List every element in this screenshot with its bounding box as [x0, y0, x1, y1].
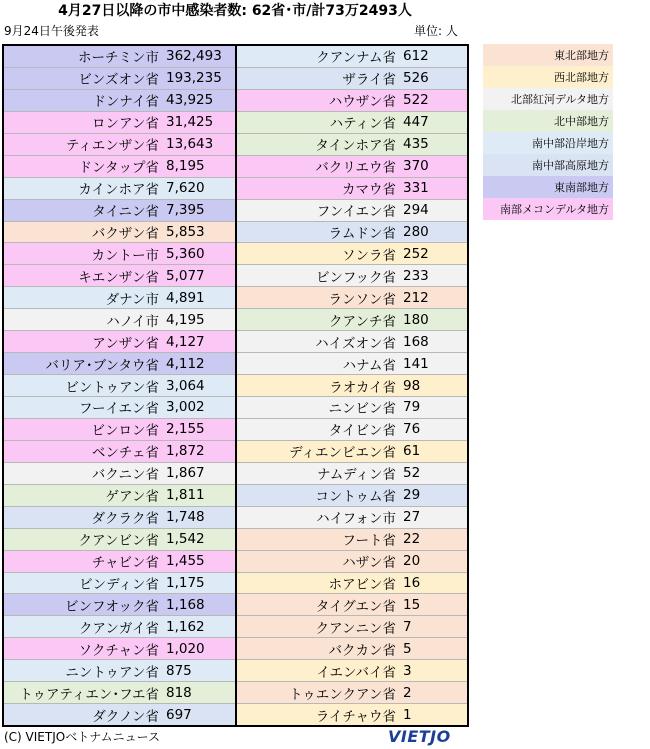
case-count: 1,867 [166, 465, 205, 482]
province-name: アンザン省 [92, 335, 159, 352]
table-row [237, 529, 467, 551]
province-name: カントー市 [91, 247, 159, 264]
table-row [4, 156, 235, 178]
table-row [4, 616, 235, 638]
case-count: 22 [403, 531, 421, 548]
case-count: 294 [403, 202, 429, 219]
province-name: ソクチャン省 [78, 642, 159, 659]
table-row [237, 441, 467, 463]
table-row [237, 46, 467, 68]
table-row [4, 200, 235, 222]
case-count: 370 [403, 158, 429, 175]
province-name: ビンディン省 [79, 576, 159, 593]
province-name: タイビン省 [328, 423, 396, 440]
table-right-column [237, 46, 467, 725]
table-row [4, 485, 235, 507]
province-name: クアンビン省 [78, 533, 159, 550]
province-name: ビンフオック省 [65, 598, 159, 615]
province-name: クアンニン省 [315, 620, 396, 637]
table-row [237, 682, 467, 704]
table-row [237, 309, 467, 331]
table-row [237, 331, 467, 353]
table-row [4, 134, 235, 156]
table-row [237, 90, 467, 112]
table-row [4, 660, 235, 682]
province-name: タイグエン省 [315, 598, 396, 615]
province-name: ダクノン省 [92, 708, 159, 725]
province-name: ハザン省 [342, 555, 396, 572]
case-count: 1,168 [166, 596, 205, 613]
announcement-date: 9月24日午後発表 [4, 24, 99, 38]
province-name: ソンラ省 [342, 247, 396, 264]
table-row [4, 309, 235, 331]
case-count: 27 [403, 509, 421, 526]
province-name: カマウ省 [342, 182, 396, 199]
case-count: 7,620 [166, 180, 205, 197]
case-count: 447 [403, 114, 429, 131]
table-row [4, 375, 235, 397]
case-count: 4,195 [166, 311, 205, 328]
case-count: 4,112 [166, 355, 205, 372]
case-count: 3,064 [166, 377, 205, 394]
province-name: コントゥム省 [315, 489, 396, 506]
table-left-column [4, 46, 237, 725]
table-row [4, 419, 235, 441]
province-name: ティエンザン省 [65, 138, 159, 155]
case-count: 1,748 [166, 509, 205, 526]
table-row [4, 112, 235, 134]
table-row [237, 551, 467, 573]
province-name: ハウザン省 [328, 94, 396, 111]
table-row [4, 551, 235, 573]
province-name: ロンアン省 [92, 116, 159, 133]
case-count: 3 [403, 662, 412, 679]
province-name: トゥアティエン･フエ省 [19, 686, 159, 703]
table-row [237, 419, 467, 441]
table-row [237, 616, 467, 638]
province-name: ラムドン省 [328, 225, 396, 242]
table-row [4, 638, 235, 660]
province-name: フーイエン省 [78, 401, 159, 418]
region-legend [483, 44, 613, 220]
unit-label: 単位: 人 [414, 24, 458, 38]
table-row [237, 134, 467, 156]
province-name: ドンナイ省 [92, 94, 159, 111]
case-count: 16 [403, 574, 421, 591]
province-name: クアンチ省 [329, 313, 396, 330]
table-row [237, 353, 467, 375]
table-row [4, 441, 235, 463]
table-row [4, 243, 235, 265]
case-count: 1,020 [166, 640, 205, 657]
province-name: クアンガイ省 [78, 620, 159, 637]
case-count: 180 [403, 311, 429, 328]
case-count: 5 [403, 640, 412, 657]
table-row [4, 573, 235, 595]
case-count: 193,235 [166, 70, 222, 87]
case-count: 1,455 [166, 553, 205, 570]
case-count: 13,643 [166, 136, 214, 153]
table-row [4, 222, 235, 244]
table-row [4, 594, 235, 616]
case-count: 818 [166, 684, 192, 701]
province-name: ライチャウ省 [315, 708, 396, 725]
page-title: 4月27日以降の市中感染者数: 62省･市/計73万2493人 [58, 3, 412, 19]
case-count: 20 [403, 553, 421, 570]
case-count: 43,925 [166, 92, 214, 109]
province-name: ハノイ市 [106, 313, 159, 330]
case-count: 7,395 [166, 202, 205, 219]
case-count: 362,493 [166, 48, 222, 65]
province-name: ダクラク省 [91, 511, 159, 528]
table-row [4, 178, 235, 200]
table-row [237, 287, 467, 309]
province-name: フート省 [342, 533, 396, 550]
table-row [237, 704, 467, 725]
case-count: 5,360 [166, 245, 205, 262]
case-count: 98 [403, 377, 421, 394]
case-count: 4,891 [166, 289, 205, 306]
table-row [237, 178, 467, 200]
copyright-text: (C) VIETJOベトナムニュース [4, 730, 161, 744]
case-count: 875 [166, 662, 192, 679]
case-count: 435 [403, 136, 429, 153]
case-count: 31,425 [166, 114, 214, 131]
case-count: 52 [403, 465, 421, 482]
case-count: 697 [166, 706, 192, 723]
table-row [237, 375, 467, 397]
province-name: ザライ省 [342, 72, 396, 89]
table-row [4, 46, 235, 68]
legend-item: 北部紅河デルタ地方 [483, 88, 613, 110]
case-count: 4,127 [166, 333, 205, 350]
case-count: 1,162 [166, 618, 205, 635]
case-count: 8,195 [166, 158, 205, 175]
table-row [4, 265, 235, 287]
case-count: 5,853 [166, 223, 205, 240]
case-count: 15 [403, 596, 421, 613]
table-row [4, 463, 235, 485]
province-name: フンイエン省 [316, 204, 396, 221]
table-row [4, 68, 235, 90]
table-row [237, 485, 467, 507]
province-name: ベンチェ省 [91, 445, 159, 462]
province-name: ビンズオン省 [78, 72, 159, 89]
case-count: 526 [403, 70, 429, 87]
table-row [4, 90, 235, 112]
case-count: 522 [403, 92, 429, 109]
legend-item: 東北部地方 [483, 44, 613, 66]
province-name: ラオカイ省 [329, 379, 396, 396]
province-name: ダナン市 [105, 291, 159, 308]
table-row [4, 529, 235, 551]
table-row [237, 112, 467, 134]
table-row [237, 200, 467, 222]
legend-item: 南中部沿岸地方 [483, 132, 613, 154]
case-count: 3,002 [166, 399, 205, 416]
case-count: 61 [403, 443, 421, 460]
table-row [237, 594, 467, 616]
table-row [4, 353, 235, 375]
case-count: 280 [403, 223, 429, 240]
table-row [237, 507, 467, 529]
table-row [237, 397, 467, 419]
table-row [237, 68, 467, 90]
case-count: 252 [403, 245, 429, 262]
case-count: 233 [403, 267, 429, 284]
case-count: 2,155 [166, 421, 205, 438]
case-count: 1,872 [166, 443, 205, 460]
province-name: チャビン省 [91, 555, 159, 572]
case-count: 2 [403, 684, 412, 701]
table-row [237, 660, 467, 682]
case-count: 141 [403, 355, 429, 372]
case-count: 5,077 [166, 267, 205, 284]
province-name: ナムディン省 [317, 467, 396, 484]
case-count: 1,542 [166, 531, 205, 548]
case-count: 331 [403, 180, 429, 197]
province-name: バクニン省 [91, 467, 159, 484]
case-count: 76 [403, 421, 421, 438]
province-name: ランソン省 [328, 291, 396, 308]
province-name: ハイフォン市 [316, 511, 396, 528]
case-count: 29 [403, 487, 421, 504]
table-row [237, 638, 467, 660]
province-name: トゥエンクアン省 [289, 686, 396, 703]
case-count: 1,175 [166, 574, 205, 591]
table-row [237, 222, 467, 244]
province-name: ホアビン省 [328, 576, 396, 593]
table-row [237, 156, 467, 178]
table-row [4, 397, 235, 419]
legend-item: 南部メコンデルタ地方 [483, 198, 613, 220]
province-name: バクザン省 [91, 225, 159, 242]
case-count: 79 [403, 399, 421, 416]
vietjo-logo: VIETJO [388, 727, 451, 746]
table-row [4, 704, 235, 725]
table-row [4, 331, 235, 353]
province-name: ビンフック省 [315, 269, 396, 286]
province-name: バクリエウ省 [315, 160, 396, 177]
province-name: ビントゥアン省 [65, 379, 159, 396]
province-name: バクカン省 [328, 642, 396, 659]
infection-table [2, 44, 469, 727]
legend-item: 南中部高原地方 [483, 154, 613, 176]
province-name: ニントゥアン省 [65, 664, 159, 681]
table-row [237, 243, 467, 265]
table-row [4, 287, 235, 309]
province-name: ビンロン省 [91, 423, 159, 440]
province-name: ハナム省 [342, 357, 396, 374]
province-name: ディエンビエン省 [289, 445, 396, 462]
legend-item: 北中部地方 [483, 110, 613, 132]
province-name: ドンタップ省 [78, 160, 159, 177]
province-name: タインホア省 [315, 138, 396, 155]
province-name: カインホア省 [78, 182, 159, 199]
table-row [237, 573, 467, 595]
province-name: クアンナム省 [316, 50, 396, 67]
table-row [237, 463, 467, 485]
province-name: ハティン省 [329, 116, 396, 133]
case-count: 7 [403, 618, 412, 635]
province-name: タイニン省 [92, 204, 159, 221]
table-row [237, 265, 467, 287]
province-name: ニンビン省 [328, 401, 396, 418]
table-row [4, 682, 235, 704]
legend-item: 西北部地方 [483, 66, 613, 88]
case-count: 1 [403, 706, 412, 723]
province-name: ホーチミン市 [78, 50, 159, 67]
province-name: キエンザン省 [78, 269, 159, 286]
case-count: 168 [403, 333, 429, 350]
case-count: 612 [403, 48, 429, 65]
province-name: イエンバイ省 [316, 664, 396, 681]
province-name: ゲアン省 [105, 489, 159, 506]
case-count: 212 [403, 289, 429, 306]
case-count: 1,811 [166, 487, 205, 504]
legend-item: 東南部地方 [483, 176, 613, 198]
province-name: バリア･ブンタウ省 [45, 357, 159, 374]
table-row [4, 507, 235, 529]
province-name: ハイズオン省 [315, 335, 396, 352]
